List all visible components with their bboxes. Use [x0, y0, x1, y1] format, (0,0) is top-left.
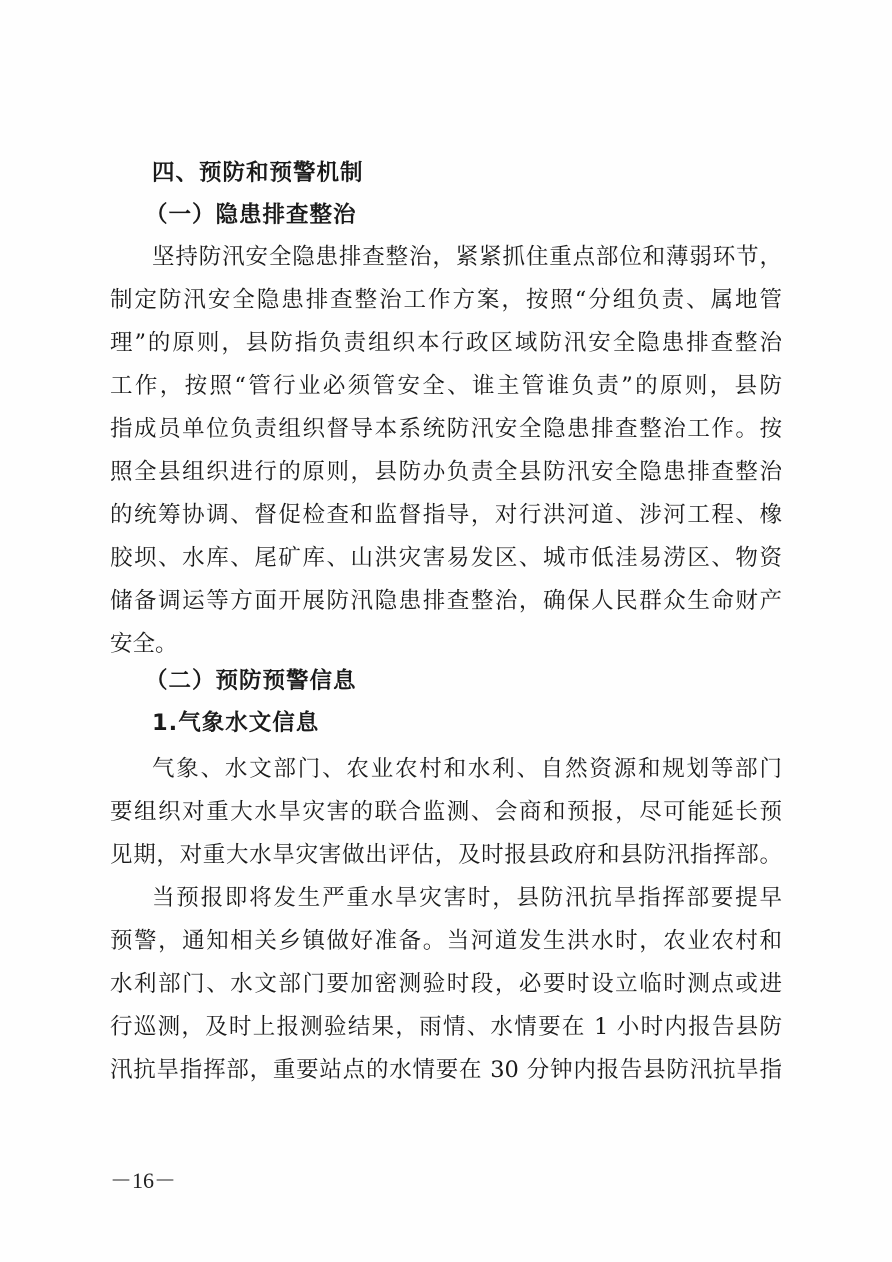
paragraph-line: 理”的原则，县防指负责组织本行政区域防汛安全隐患排查整治	[110, 330, 782, 356]
paragraph-line: 照全县组织进行的原则，县防办负责全县防汛安全隐患排查整治	[110, 459, 782, 485]
paragraph-line: 安全。	[110, 631, 178, 657]
subsection-heading-2: （二）预防预警信息	[145, 668, 357, 694]
paragraph-line: 储备调运等方面开展防汛隐患排查整治，确保人民群众生命财产	[110, 588, 782, 614]
paragraph-line: 气象、水文部门、农业农村和水利、自然资源和规划等部门	[152, 756, 782, 782]
paragraph-line: 胶坝、水库、尾矿库、山洪灾害易发区、城市低洼易涝区、物资	[110, 545, 782, 571]
paragraph-line: 制定防汛安全隐患排查整治工作方案，按照“分组负责、属地管	[110, 287, 782, 313]
item-heading: 1.气象水文信息	[152, 710, 320, 736]
page-number: －16－	[110, 1168, 177, 1193]
paragraph-line: 要组织对重大水旱灾害的联合监测、会商和预报，尽可能延长预	[110, 799, 782, 825]
paragraph-line: 当预报即将发生严重水旱灾害时，县防汛抗旱指挥部要提早	[152, 885, 782, 911]
paragraph-line: 指成员单位负责组织督导本系统防汛安全隐患排查整治工作。按	[110, 416, 782, 442]
section-heading: 四、预防和预警机制	[152, 160, 364, 186]
paragraph-line: 见期，对重大水旱灾害做出评估，及时报县政府和县防汛指挥部。	[110, 842, 782, 868]
subsection-heading-1: （一）隐患排查整治	[145, 202, 357, 228]
paragraph-line: 的统筹协调、督促检查和监督指导，对行洪河道、涉河工程、橡	[110, 502, 782, 528]
paragraph-line: 预警，通知相关乡镇做好准备。当河道发生洪水时，农业农村和	[110, 928, 782, 954]
paragraph-line: 水利部门、水文部门要加密测验时段，必要时设立临时测点或进	[110, 971, 782, 997]
paragraph-line: 行巡测，及时上报测验结果，雨情、水情要在 1 小时内报告县防	[110, 1014, 782, 1040]
paragraph-line: 工作，按照“管行业必须管安全、谁主管谁负责”的原则，县防	[110, 373, 782, 399]
paragraph-line: 汛抗旱指挥部，重要站点的水情要在 30 分钟内报告县防汛抗旱指	[110, 1057, 782, 1083]
paragraph-line: 坚持防汛安全隐患排查整治，紧紧抓住重点部位和薄弱环节，	[152, 244, 782, 270]
